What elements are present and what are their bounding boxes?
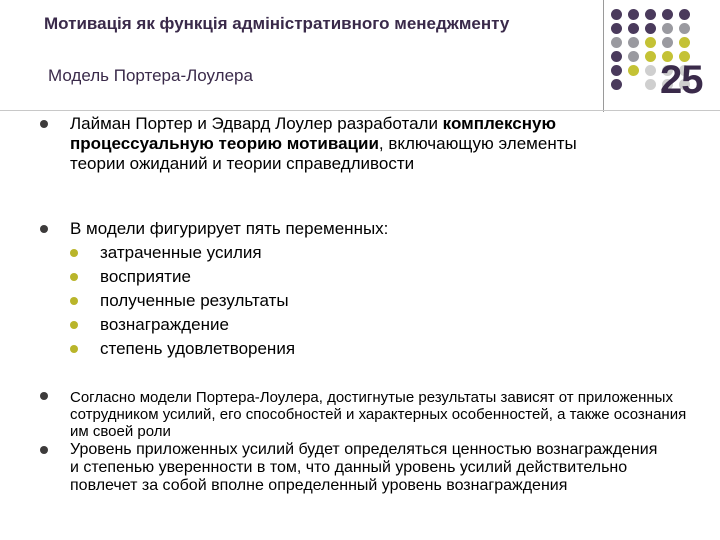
decorative-dot xyxy=(628,9,639,20)
intro-emphasis: комплексную процессуальную теорию мотивации xyxy=(70,114,556,153)
decorative-dot xyxy=(645,65,656,76)
list-item-text: степень удовлетворения xyxy=(100,339,296,358)
decorative-dot xyxy=(611,37,622,48)
bullet-effort-text: Уровень приложенных усилий будет определяться ценностью вознаграждения и степенью уверенности в том, что данный уровень усилий действительно повлечет за собой вполне определенный уровень вознаграждения xyxy=(70,441,658,494)
list-item-text: затраченные усилия xyxy=(100,243,262,262)
sub-bullet-icon xyxy=(70,345,78,353)
decorative-dot xyxy=(645,79,656,90)
decorative-dot xyxy=(645,9,656,20)
vertical-divider xyxy=(603,0,604,112)
bullet-icon xyxy=(40,392,48,400)
decorative-dot xyxy=(662,23,673,34)
sub-bullet-icon xyxy=(70,321,78,329)
horizontal-divider xyxy=(0,110,720,111)
bullet-intro-text xyxy=(70,114,610,174)
sub-bullet-icon xyxy=(70,297,78,305)
bullet-icon xyxy=(40,225,48,233)
list-item-text: восприятие xyxy=(100,267,191,286)
decorative-dot xyxy=(611,23,622,34)
decorative-dot xyxy=(611,9,622,20)
variables-lead: В модели фигурирует пять переменных: xyxy=(70,219,389,238)
slide-number: 25 xyxy=(660,58,703,102)
decorative-dot xyxy=(662,37,673,48)
decorative-dot xyxy=(628,51,639,62)
decorative-dot xyxy=(645,51,656,62)
decorative-dot xyxy=(679,23,690,34)
slide-title: Мотивація як функція адміністративного менеджменту xyxy=(44,14,510,33)
decorative-dot xyxy=(611,65,622,76)
decorative-dot xyxy=(628,37,639,48)
sub-bullet-icon xyxy=(70,249,78,257)
bullet-results-text: Согласно модели Портера-Лоулера, достигнутые результаты зависят от приложенных сотрудником усилий, его способностей и характерных особенностей, а также осознания им своей роли xyxy=(70,389,687,440)
bullet-icon xyxy=(40,446,48,454)
decorative-dot xyxy=(628,65,639,76)
decorative-dot xyxy=(662,9,673,20)
decorative-dot xyxy=(611,51,622,62)
bullet-icon xyxy=(40,120,48,128)
decorative-dot xyxy=(645,23,656,34)
decorative-dot xyxy=(679,9,690,20)
decorative-dot xyxy=(628,23,639,34)
decorative-dot xyxy=(611,79,622,90)
sub-bullet-icon xyxy=(70,273,78,281)
intro-part2: , включающую элементы теории ожиданий и теории справедливости xyxy=(70,134,577,173)
intro-part1: Лайман Портер и Эдвард Лоулер разработали xyxy=(70,114,443,133)
decorative-dot xyxy=(679,37,690,48)
list-item-text: полученные результаты xyxy=(100,291,289,310)
decorative-dot xyxy=(645,37,656,48)
list-item-text: вознаграждение xyxy=(100,315,229,334)
slide-subtitle: Модель Портера-Лоулера xyxy=(48,66,253,85)
